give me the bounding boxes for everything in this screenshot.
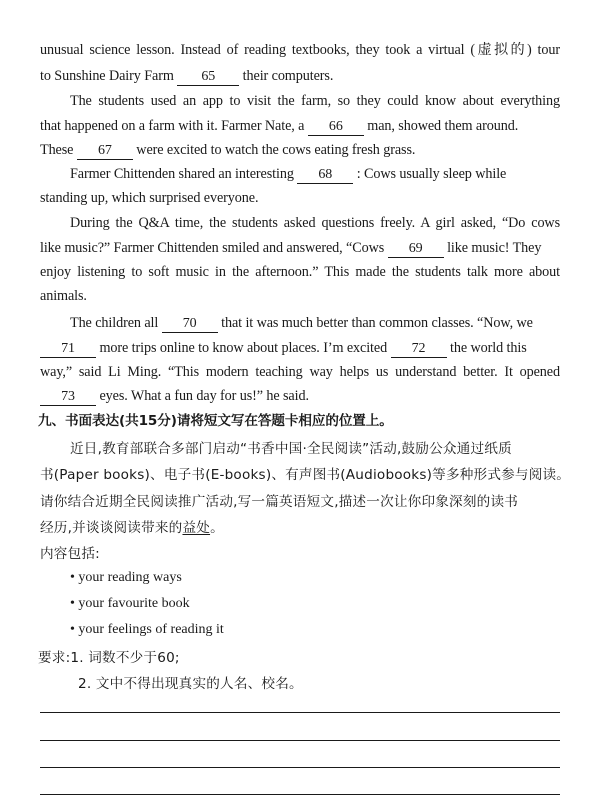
- answer-blank-73: 73: [40, 389, 96, 406]
- passage-line: [40, 286, 560, 306]
- passage-text: During the Q&A time, the students asked questions freely. A girl asked, “Do cows: [70, 215, 560, 231]
- section-heading-text: 九、书面表达(共15分)请将短文写在答题卡相应的位置上。: [38, 413, 393, 429]
- passage-text: standing up, which surprised everyone.: [40, 190, 259, 206]
- passage-line: [40, 40, 560, 60]
- passage-line: [40, 262, 560, 282]
- passage-text: were excited to watch the cows eating fresh grass.: [136, 142, 416, 158]
- passage-text: like music?” Farmer Chittenden smiled and answered, “Cows: [40, 240, 385, 256]
- writing-intro-line: [40, 465, 571, 485]
- answer-blank-65: 65: [177, 69, 239, 86]
- passage-text: enjoy listening to soft music in the afternoon.” This made the students talk more about: [40, 264, 560, 280]
- requirement-line: [38, 648, 558, 668]
- writing-intro-text: 书(Paper books)、电子书(E-books)、有声图书(Audiobooks)等多种形式参与阅读。: [40, 467, 571, 483]
- answer-blank-66: 66: [308, 119, 364, 136]
- underlined-keyword: 益处: [182, 520, 211, 536]
- content-bullet: [70, 594, 190, 614]
- content-bullet: [70, 620, 224, 640]
- passage-text: to Sunshine Dairy Farm: [40, 68, 174, 84]
- passage-line: [70, 213, 560, 233]
- writing-line[interactable]: [40, 794, 560, 795]
- passage-text: like music! They: [447, 240, 542, 256]
- contents-label: [40, 544, 560, 564]
- passage-text: more trips online to know about places. I’m excited: [99, 340, 388, 356]
- writing-line[interactable]: [40, 712, 560, 713]
- answer-blank-70: 70: [162, 316, 218, 333]
- passage-line: [40, 386, 560, 406]
- passage-text: their computers.: [242, 68, 334, 84]
- passage-line: [70, 313, 560, 333]
- passage-text: that happened on a farm with it. Farmer Nate, a: [40, 118, 305, 134]
- passage-text: Farmer Chittenden shared an interesting: [70, 166, 294, 182]
- passage-line: [70, 91, 560, 111]
- answer-blank-69: 69: [388, 241, 444, 258]
- writing-line[interactable]: [40, 740, 560, 741]
- passage-text: : Cows usually sleep while: [356, 166, 507, 182]
- passage-text: These: [40, 142, 74, 158]
- passage-line: [40, 140, 560, 160]
- passage-text: The children all: [70, 315, 159, 331]
- passage-line: [40, 362, 560, 382]
- passage-line: [40, 188, 560, 208]
- passage-text: The students used an app to visit the farm, so they could know about everything: [70, 93, 560, 109]
- passage-line: [70, 164, 560, 184]
- answer-blank-67: 67: [77, 143, 133, 160]
- contents-label-text: 内容包括:: [40, 546, 100, 562]
- content-bullet-text: • your favourite book: [70, 596, 190, 611]
- writing-intro-line: [70, 439, 560, 459]
- passage-text: animals.: [40, 288, 87, 304]
- passage-text: that it was much better than common classes. “Now, we: [221, 315, 533, 331]
- writing-intro-text: 经历,并谈谈阅读带来的: [40, 520, 183, 536]
- answer-blank-72: 72: [391, 341, 447, 358]
- passage-text: unusual science lesson. Instead of reading textbooks, they took a virtual (虚拟的) tour: [40, 42, 560, 58]
- passage-line: [40, 338, 560, 358]
- passage-line: [40, 116, 560, 136]
- writing-intro-text: 。: [210, 520, 224, 536]
- passage-text: eyes. What a fun day for us!” he said.: [99, 388, 309, 404]
- writing-line[interactable]: [40, 767, 560, 768]
- answer-blank-71: 71: [40, 341, 96, 358]
- passage-line: [40, 66, 560, 86]
- writing-intro-text: 近日,教育部联合多部门启动“书香中国·全民阅读”活动,鼓励公众通过纸质: [70, 441, 512, 457]
- section-heading: [38, 411, 558, 431]
- writing-intro-text: 请你结合近期全民阅读推广活动,写一篇英语短文,描述一次让你印象深刻的读书: [40, 494, 519, 510]
- passage-text: way,” said Li Ming. “This modern teaching way helps us understand better. It opened: [40, 364, 560, 380]
- content-bullet-text: • your reading ways: [70, 570, 182, 585]
- requirement-line: [78, 674, 558, 694]
- passage-text: the world this: [450, 340, 527, 356]
- passage-line: [40, 238, 560, 258]
- answer-blank-68: 68: [297, 167, 353, 184]
- content-bullet: [70, 568, 182, 588]
- passage-text: man, showed them around.: [367, 118, 519, 134]
- requirement-text: 要求:1. 词数不少于60;: [38, 650, 180, 666]
- writing-intro-line: [40, 492, 560, 512]
- content-bullet-text: • your feelings of reading it: [70, 622, 224, 637]
- requirement-text: 2. 文中不得出现真实的人名、校名。: [78, 676, 303, 692]
- writing-intro-line: [40, 518, 560, 538]
